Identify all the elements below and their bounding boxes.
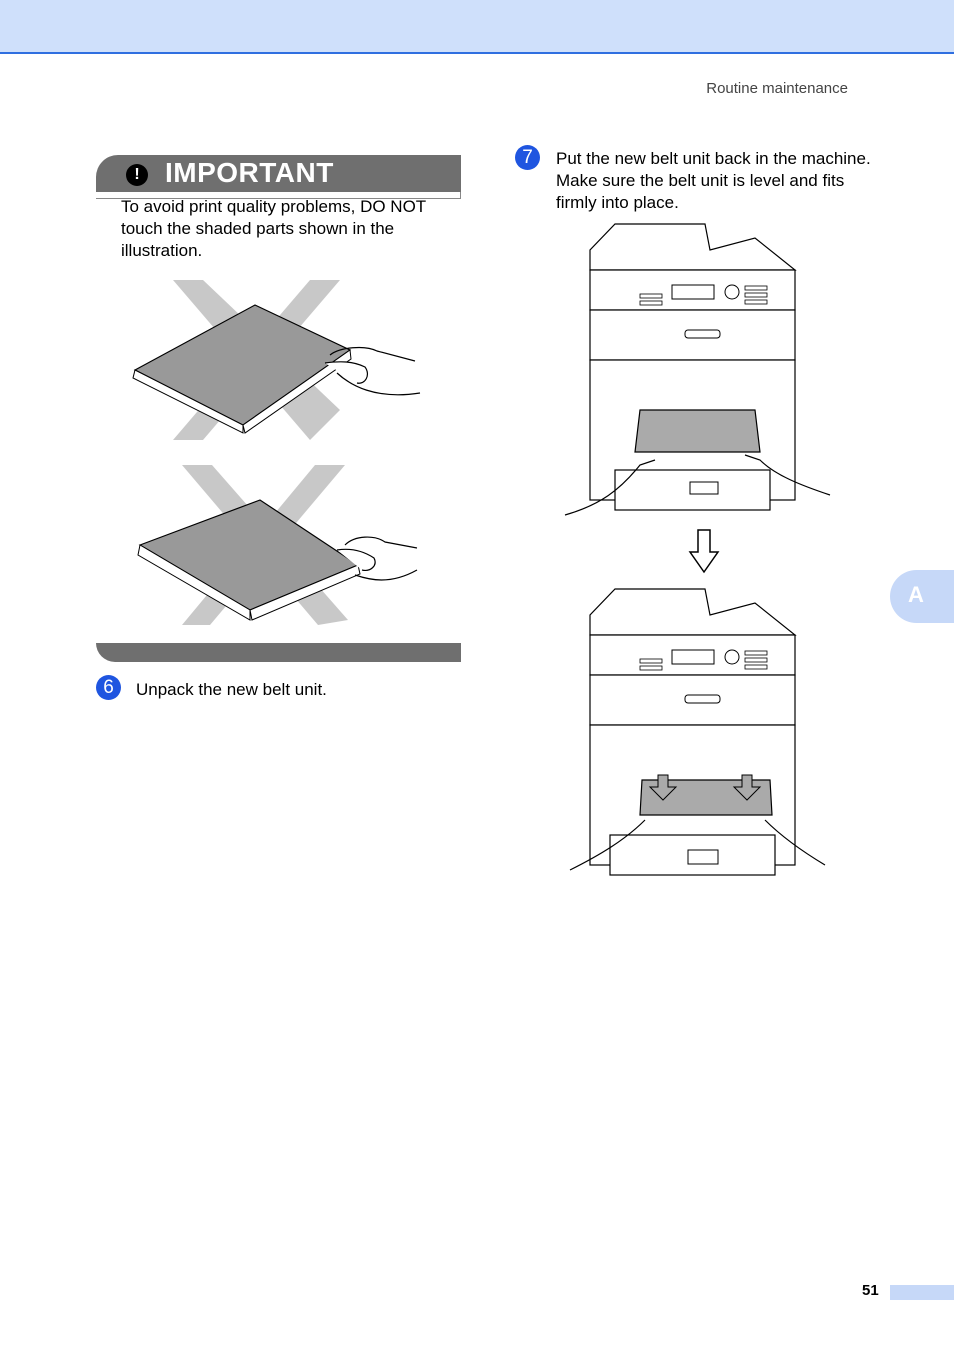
important-text: To avoid print quality problems, DO NOT touch the shaded parts shown in the illustration.: [121, 197, 426, 260]
page-number: 51: [862, 1282, 879, 1299]
appendix-tab: [890, 570, 954, 623]
down-arrow-icon: [688, 528, 720, 574]
printer-illustration-after: [560, 585, 835, 895]
step-6-text: Unpack the new belt unit.: [136, 680, 327, 699]
header-bar: [0, 0, 954, 54]
belt-unit-illustration-top: [125, 275, 425, 450]
important-footer-bar: [96, 643, 461, 662]
printer-illustration-before: [560, 220, 835, 530]
step-6-number: 6: [96, 675, 121, 700]
important-title: IMPORTANT: [165, 157, 334, 188]
section-title: Routine maintenance: [706, 80, 848, 97]
step-7-text: Put the new belt unit back in the machine. Make sure the belt unit is level and fits firmly into place.: [556, 149, 871, 212]
page-number-bar: [890, 1285, 954, 1300]
step-7-number: 7: [515, 145, 540, 170]
exclamation-icon: !: [126, 164, 148, 186]
belt-unit-illustration-bottom: [130, 460, 430, 630]
appendix-tab-letter: A: [908, 582, 924, 607]
important-header: [96, 155, 461, 192]
